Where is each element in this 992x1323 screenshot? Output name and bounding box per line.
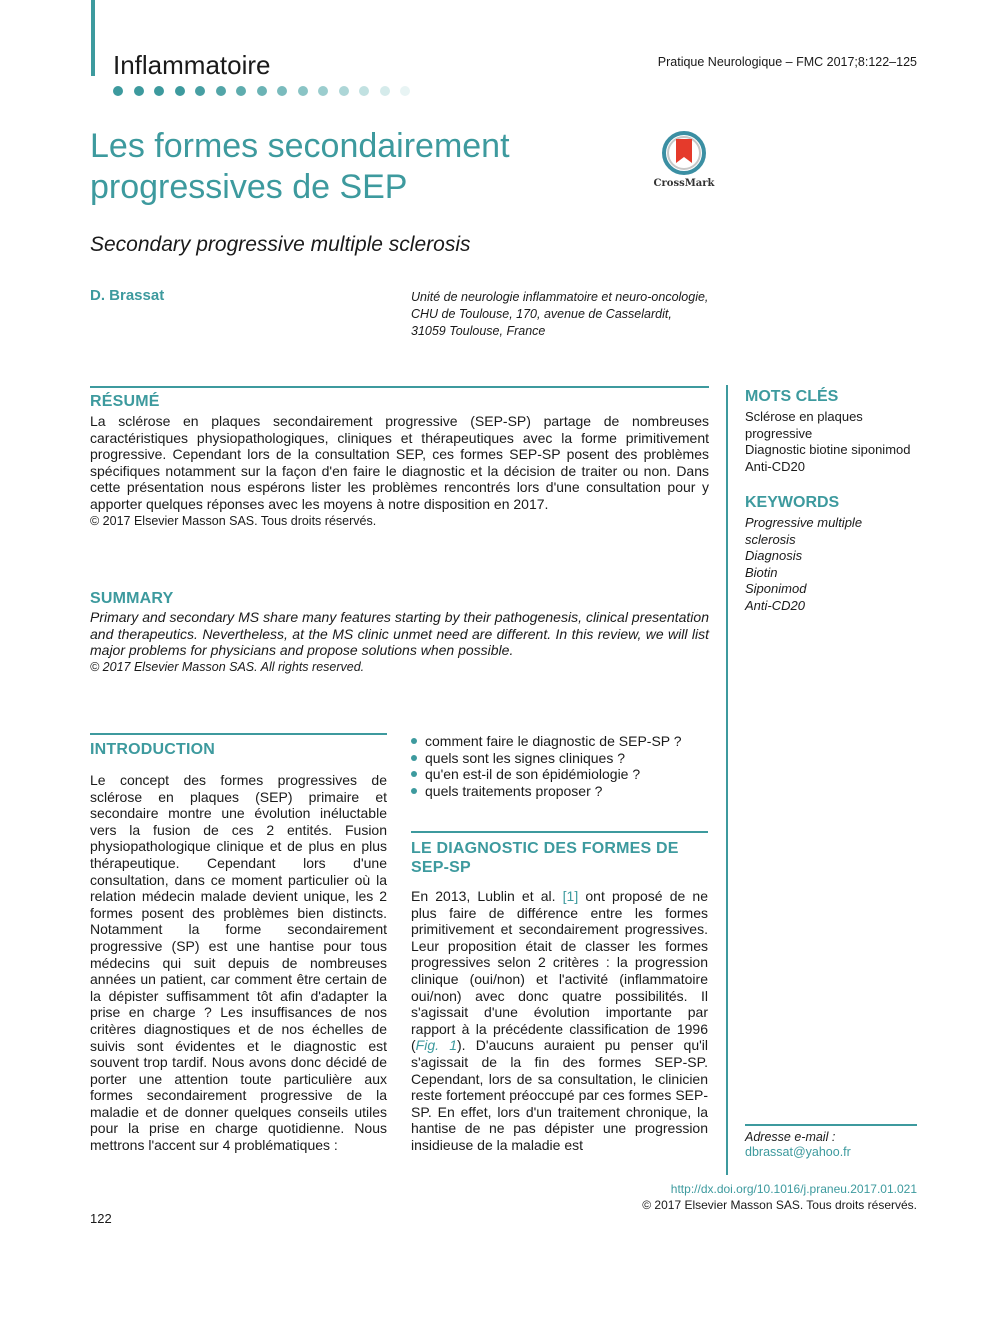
questions-list	[411, 733, 711, 799]
keyword-item: Sclérose en plaques	[745, 409, 863, 424]
doi-link[interactable]: http://dx.doi.org/10.1016/j.praneu.2017.01.021	[670, 1182, 917, 1196]
email-link[interactable]: dbrassat@yahoo.fr	[745, 1145, 851, 1159]
summary-block	[90, 609, 709, 675]
crossmark-label: CrossMark	[653, 178, 715, 189]
header-dot	[113, 86, 123, 96]
keyword-item: Progressive multiple	[745, 515, 863, 530]
diagnostic-text	[411, 888, 708, 1154]
diagnostic-text-part: En 2013, Lublin et al.	[411, 888, 563, 904]
crossmark-icon	[661, 131, 707, 175]
mots-cles-heading: MOTS CLÉS	[745, 388, 839, 405]
header-accent-bar	[91, 0, 95, 76]
list-item-text: comment faire le diagnostic de SEP-SP ?	[425, 733, 682, 749]
keyword-item: Biotin	[745, 564, 778, 580]
header-dot	[359, 86, 369, 96]
keyword-item: Diagnosis	[745, 548, 803, 564]
affiliation-line: 31059 Toulouse, France	[411, 324, 546, 338]
header-dot-row	[113, 83, 421, 95]
header-dot	[318, 86, 328, 96]
summary-copyright: © 2017 Elsevier Masson SAS. All rights reserved.	[90, 659, 365, 674]
list-item	[411, 783, 711, 800]
diagnostic-heading: LE DIAGNOSTIC DES FORMES DE SEP-SP	[411, 840, 679, 876]
header-dot	[400, 86, 410, 96]
figure-link[interactable]: Fig. 1	[415, 1037, 458, 1054]
introduction-rule	[90, 733, 387, 735]
resume-rule	[90, 386, 709, 388]
keyword-item: sclerosis	[745, 531, 796, 547]
header-dot	[154, 86, 164, 96]
resume-heading: RÉSUMÉ	[90, 393, 160, 410]
resume-copyright: © 2017 Elsevier Masson SAS. Tous droits réservés.	[90, 513, 377, 528]
journal-reference: Pratique Neurologique – FMC 2017;8:122–125	[657, 55, 917, 69]
author-name: D. Brassat	[90, 287, 165, 304]
reference-link[interactable]: [1]	[562, 888, 579, 904]
header-dot	[134, 86, 144, 96]
keyword-item: Anti-CD20	[745, 597, 805, 613]
bullet-icon	[411, 738, 417, 744]
header-dot	[236, 86, 246, 96]
mots-cles-list	[745, 409, 925, 475]
header-dot	[380, 86, 390, 96]
keyword-item: progressive	[745, 425, 813, 441]
bullet-icon	[411, 788, 417, 794]
footer-copyright: © 2017 Elsevier Masson SAS. Tous droits réservés.	[642, 1198, 917, 1212]
header-dot	[339, 86, 349, 96]
keywords-list	[745, 515, 925, 615]
list-item-text: qu'en est-il de son épidémiologie ?	[425, 766, 641, 783]
keywords-heading: KEYWORDS	[745, 494, 840, 511]
affiliation-line: Unité de neurologie inflammatoire et neuro-oncologie,	[411, 290, 709, 304]
sidebar-divider	[726, 385, 728, 1175]
list-item-text: quels sont les signes cliniques ?	[425, 749, 626, 766]
header-dot	[175, 86, 185, 96]
resume-block	[90, 413, 709, 529]
list-item	[411, 750, 711, 767]
keyword-item: Siponimod	[745, 581, 807, 597]
header-dot	[298, 86, 308, 96]
list-item	[411, 766, 711, 783]
section-label: Inflammatoire	[113, 50, 271, 80]
diagnostic-text-part: ont proposé de ne plus faire de différence entre les formes primitivement et secondairement progressives. Leur proposition était de classer les formes progressives selon 2 critères : la progression clinique (oui/non) et l'activité (inflammatoire oui/non) avec donc quatre possibilités. Il s'agissait d'une évolution importante par rapport à la précédente classification de 1996 (	[411, 888, 708, 1054]
bullet-icon	[411, 771, 417, 777]
keyword-item: Diagnostic biotine siponimod	[745, 442, 911, 458]
introduction-heading: INTRODUCTION	[90, 741, 216, 758]
bullet-icon	[411, 755, 417, 761]
header-dot	[257, 86, 267, 96]
header-dot	[216, 86, 226, 96]
resume-text: La sclérose en plaques secondairement progressive (SEP-SP) partage de nombreuses caractéristiques physiopathologiques, cliniques et thérapeutiques avec la forme primitivement progressive. Cependant lors de la consultation SEP, ces formes SEP-SP posent des problèmes spécifiques notamment sur la façon d'en faire le diagnostic et la décision de traiter ou non. Dans cette présentation nous espérons lister les problèmes rencontrés lors d'une consultation pour y apporter quelques réponses avec les moyens à notre disposition en 2017.	[90, 413, 709, 512]
list-item	[411, 733, 711, 750]
email-rule	[745, 1124, 917, 1126]
page-number: 122	[90, 1211, 112, 1226]
crossmark-badge[interactable]	[653, 131, 715, 189]
summary-text: Primary and secondary MS share many features starting by their pathogenesis, clinical presentation and therapeutics. Nevertheless, at the MS clinic unmet need are different. In this review, we will list major problems for physicians and propose solutions when possible.	[90, 609, 709, 659]
diagnostic-text-part: ). D'aucuns auraient pu penser qu'il s'agissait de la fin des formes SEP-SP. Cependant, lors de sa consultation, le clinicien reste fortement préoccupé par ces formes SEP-SP. En effet, lors d'un traitement chronique, la hantise de ne pas dépister une progression insidieuse de la maladie est	[411, 1037, 708, 1153]
list-item-text: quels traitements proposer ?	[425, 782, 603, 799]
header-dot	[195, 86, 205, 96]
affiliation-line: CHU de Toulouse, 170, avenue de Casselardit,	[411, 307, 672, 321]
keyword-item: Anti-CD20	[745, 458, 805, 474]
article-subtitle: Secondary progressive multiple sclerosis	[90, 233, 471, 256]
article-title: Les formes secondairement progressives de SEP	[90, 127, 510, 206]
email-label: Adresse e-mail :	[745, 1130, 836, 1144]
author-affiliation	[411, 289, 708, 340]
header-dot	[277, 86, 287, 96]
diagnostic-rule	[411, 831, 708, 833]
summary-heading: SUMMARY	[90, 590, 174, 607]
introduction-text: Le concept des formes progressives de sclérose en plaques (SEP) primaire et secondaire montre une évolution inéluctable vers la fusion de ces 2 entités. Fusion physiopathologique clinique et de plus en plus thérapeutique. Cependant lors d'une consultation, dans ce moment particulier où la relation médecin malade devient unique, les 2 formes posent des problèmes bien distincts. Notamment la forme secondairement progressive (SP) est une hantise pour tous médecins qui suit depuis de nombreuses années un patient, car comment être certain de la dépister suffisamment tôt afin d'adapter la prise en charge ? Les insuffisances de nos critères diagnostiques et de nos échelles de suivis sont évidentes et le diagnostic est souvent trop tardif. Nous avons donc décidé de porter une attention toute particulière aux formes secondairement progressive de la maladie et de donner quelques conseils utiles pour la prise en charge quotidienne. Nous mettrons l'accent sur 4 problématiques :	[90, 772, 387, 1154]
